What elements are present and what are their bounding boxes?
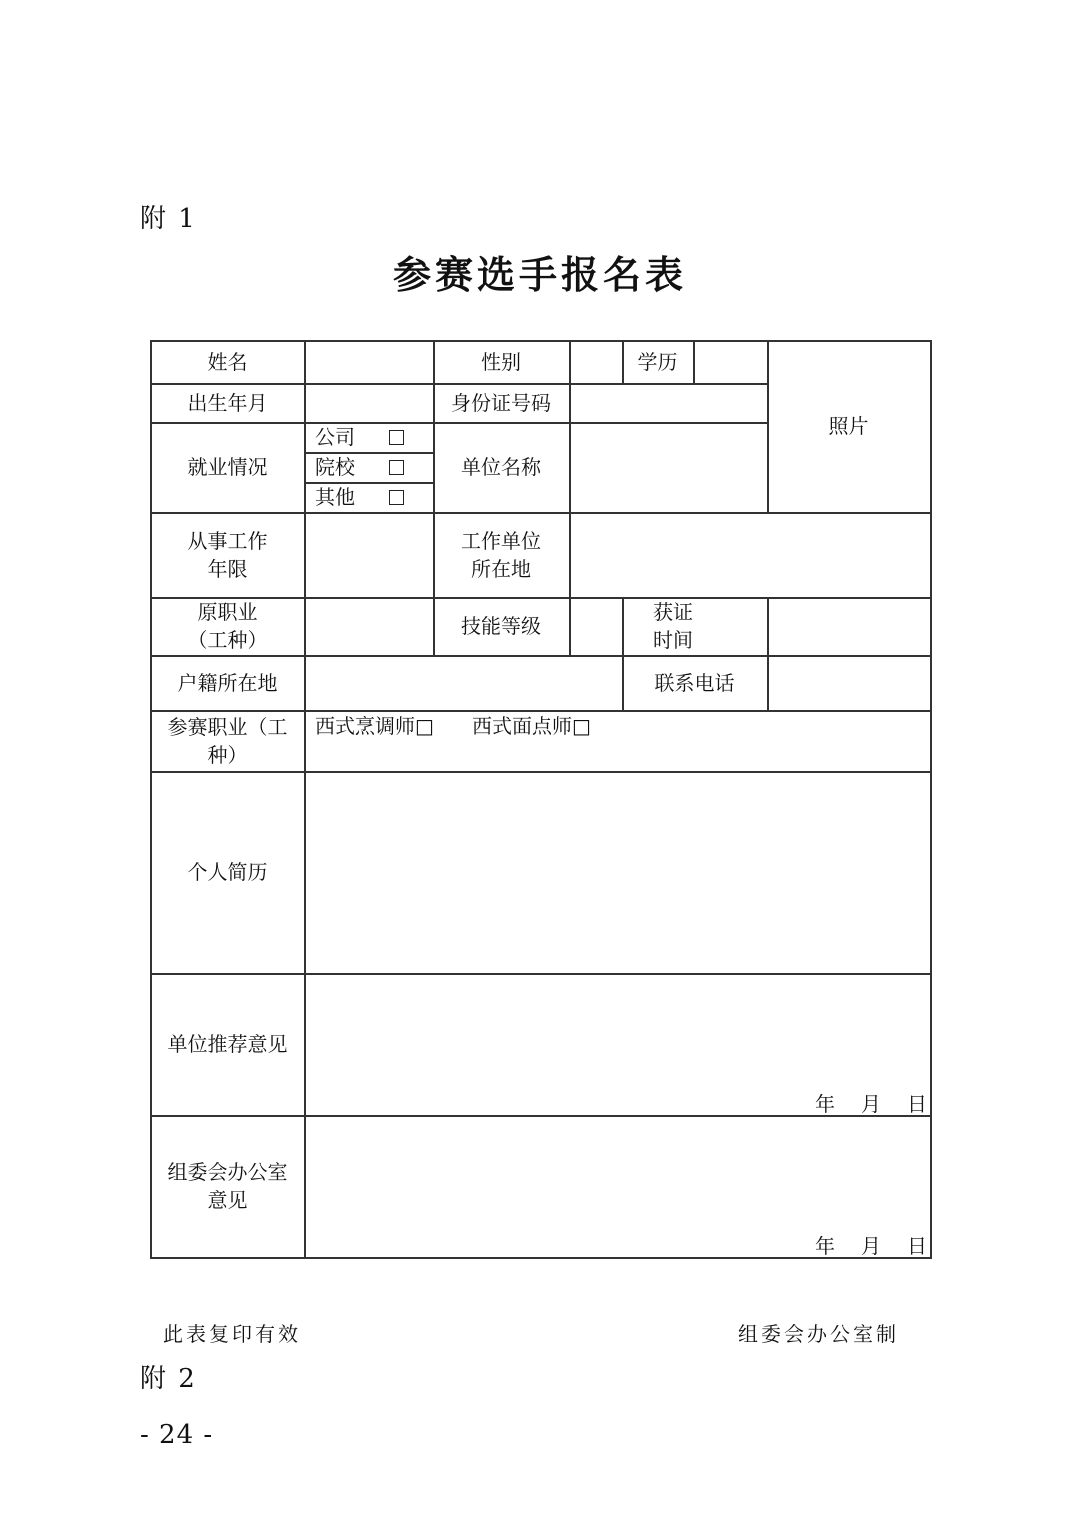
id-number-field[interactable] (569, 383, 767, 422)
date-day-label: 日 (907, 1092, 927, 1116)
date-year-label: 年 (815, 1234, 835, 1258)
footer-copy-note: 此表复印有效 (163, 1322, 301, 1346)
cert-time-field[interactable] (767, 597, 930, 655)
registration-form-table (150, 340, 932, 1259)
skill-level-label: 技能等级 (461, 614, 541, 638)
work-location-field[interactable] (569, 512, 930, 597)
phone-label: 联系电话 (654, 670, 735, 695)
employment-label: 就业情况 (187, 455, 268, 479)
original-job-label: 原职业 （工种） (187, 600, 268, 652)
footer-issuer: 组委会办公室制 (738, 1322, 899, 1346)
checkbox-company[interactable] (389, 430, 404, 445)
work-years-field[interactable] (305, 512, 433, 597)
annex-1-label: 附 1 (140, 204, 197, 234)
date-day-label: 日 (907, 1234, 927, 1258)
employment-option-label: 院校 (315, 455, 355, 479)
table-border-right (930, 340, 932, 1259)
employment-option-label: 其他 (315, 485, 355, 509)
resume-field[interactable] (305, 771, 930, 973)
phone-field[interactable] (767, 655, 930, 710)
unit-opinion-date (815, 1088, 927, 1117)
unit-name-field[interactable] (569, 422, 767, 512)
work-years-label: 从事工作 年限 (187, 528, 268, 581)
name-field[interactable] (305, 340, 433, 383)
date-month-label: 月 (861, 1234, 881, 1258)
photo-box[interactable]: 照片 (828, 414, 869, 438)
contest-job-label: 参赛职业（工 种） (167, 714, 288, 767)
date-year-label: 年 (815, 1092, 835, 1116)
household-label: 户籍所在地 (177, 670, 278, 695)
work-location-label: 工作单位 所在地 (461, 528, 541, 581)
unit-opinion-label: 单位推荐意见 (167, 1032, 288, 1056)
committee-opinion-date (815, 1230, 927, 1259)
employment-option-company[interactable] (305, 422, 433, 452)
household-field[interactable] (305, 655, 622, 710)
committee-opinion-label: 组委会办公室 意见 (167, 1160, 288, 1212)
annex-2-label: 附 2 (140, 1364, 197, 1394)
cert-time-label: 获证 时间 (653, 600, 693, 652)
employment-option-label: 公司 (315, 425, 355, 449)
contest-job-options[interactable]: 西式烹调师□ 西式面点师□ (315, 714, 591, 738)
id-number-label: 身份证号码 (451, 390, 551, 415)
skill-level-field[interactable] (569, 597, 622, 655)
name-label: 姓名 (207, 349, 248, 374)
date-month-label: 月 (861, 1092, 881, 1116)
education-label: 学历 (637, 349, 678, 374)
birth-label: 出生年月 (187, 390, 268, 415)
resume-label: 个人简历 (187, 860, 268, 884)
checkbox-other[interactable] (389, 490, 404, 505)
employment-option-school[interactable] (305, 452, 433, 482)
gender-label: 性别 (481, 349, 521, 374)
checkbox-school[interactable] (389, 460, 404, 475)
form-title: 参赛选手报名表 (392, 253, 687, 297)
education-field[interactable] (693, 340, 767, 383)
original-job-field[interactable] (305, 597, 433, 655)
gender-field[interactable] (569, 340, 622, 383)
unit-name-label: 单位名称 (461, 455, 541, 479)
employment-option-other[interactable] (305, 482, 433, 512)
page-number: - 24 - (140, 1420, 214, 1450)
birth-field[interactable] (305, 383, 433, 422)
